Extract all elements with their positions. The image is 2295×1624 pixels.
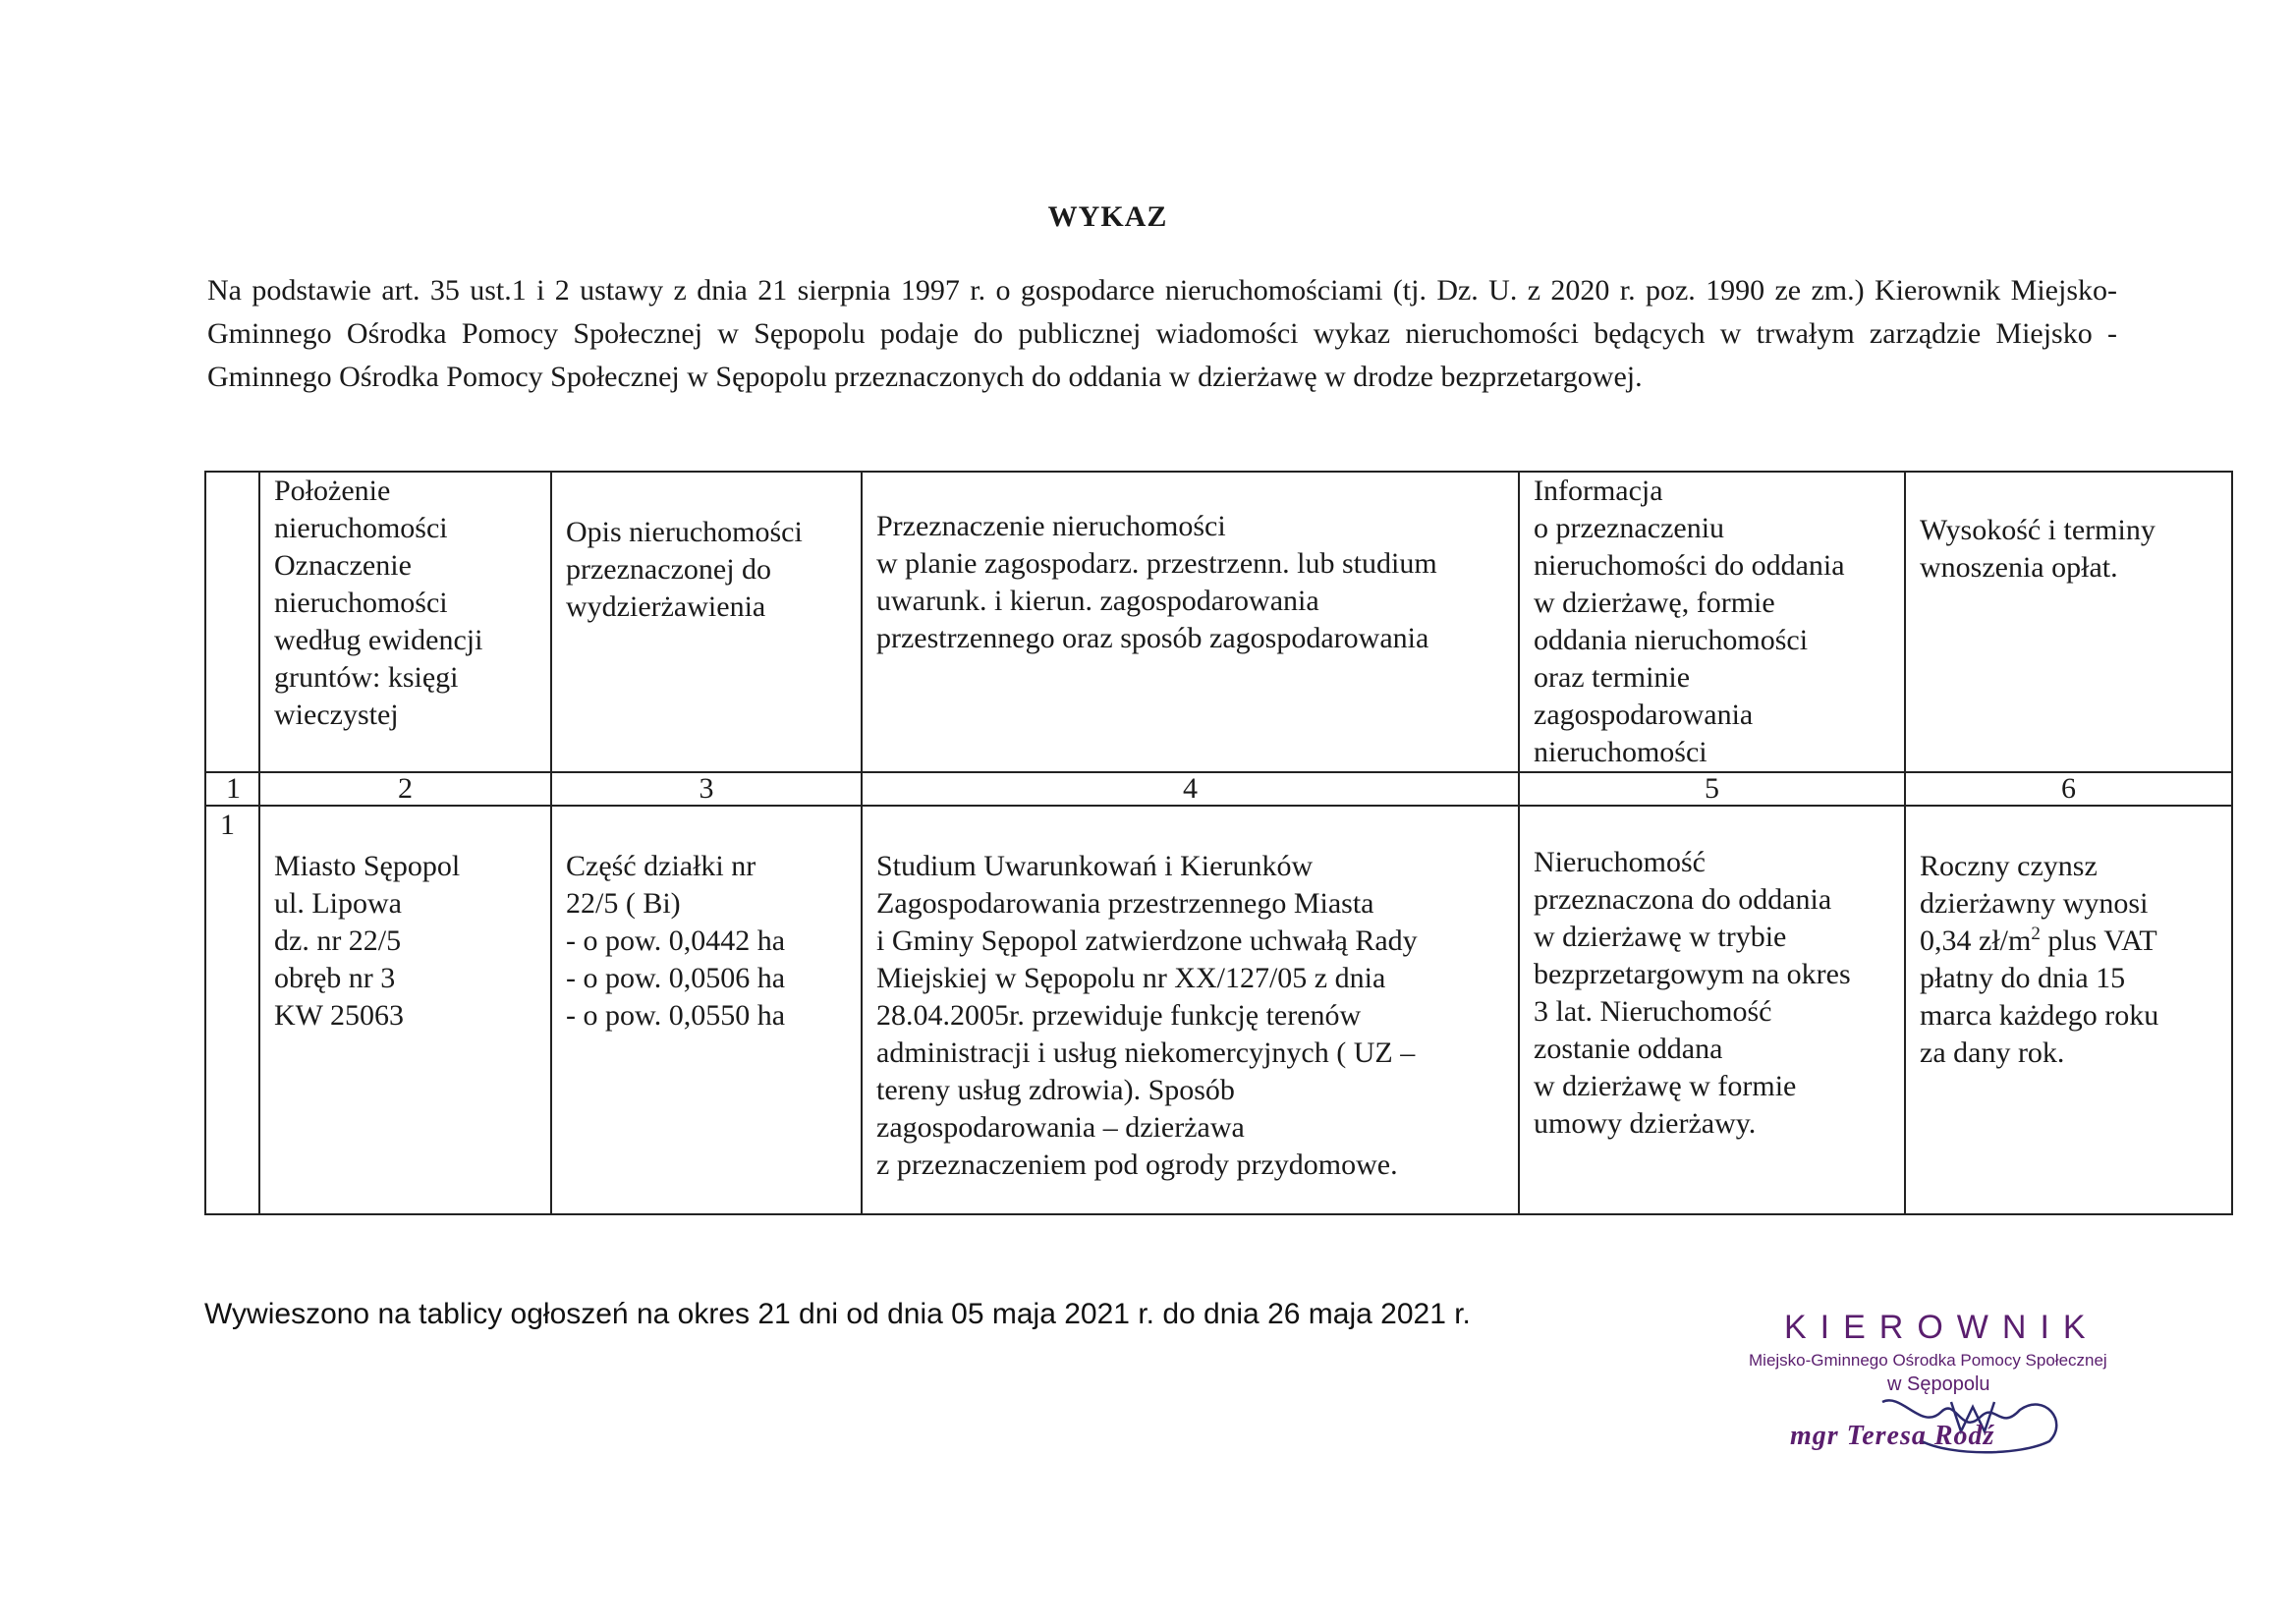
intro-line: Na podstawie art. 35 ust.1 i 2 ustawy z dnia 21 sierpnia 1997 r. o gospodarce nieruchomościami (tj. Dz. U. z 2020 r. poz. 1990 ze zm.) Kierownik xyxy=(207,274,2001,307)
intro-line: Miejsko-Gminnego Ośrodka Pomocy Społecznej w Sępopolu podaje do publicznej wiadomości wykaz nieruchomości będących xyxy=(207,274,2117,350)
column-number-row xyxy=(205,772,2232,806)
header-cell-description: Opis nieruchomości przeznaczonej do wydzierżawienia xyxy=(551,472,862,772)
column-number: 1 xyxy=(205,772,259,806)
stamp-city: w Sępopolu xyxy=(1887,1373,1990,1395)
header-cell-information: Informacja o przeznaczeniu nieruchomości do oddania w dzierżawę, formie oddania nieruchomości oraz terminie zagospodarowania nieruchomości xyxy=(1519,472,1905,772)
intro-line: w trwałym zarządzie Miejsko - Gminnego Ośrodka Pomocy Społecznej w Sępopolu przeznaczonych do oddania w dzierżawę w drodze xyxy=(207,317,2117,393)
table-header-row xyxy=(205,472,2232,772)
stamp-title: KIEROWNIK xyxy=(1784,1309,2099,1346)
cell-location: Miasto Sępopol ul. Lipowa dz. nr 22/5 obręb nr 3 KW 25063 xyxy=(259,806,551,1214)
stamp-subtitle: Miejsko-Gminnego Ośrodka Pomocy Społecznej xyxy=(1749,1351,2107,1370)
cell-description: Część działki nr 22/5 ( Bi) - o pow. 0,0442 ha - o pow. 0,0506 ha - o pow. 0,0550 ha xyxy=(551,806,862,1214)
column-number: 4 xyxy=(862,772,1519,806)
header-cell-purpose: Przeznaczenie nieruchomości w planie zagospodarz. przestrzenn. lub studium uwarunk. i kierun. zagospodarowania przestrzennego oraz sposób zagospodarowania xyxy=(862,472,1519,772)
cell-information: Nieruchomość przeznaczona do oddania w dzierżawę w trybie bezprzetargowym na okres 3 lat. Nieruchomość zostanie oddana w dzierżawę w formie umowy dzierżawy. xyxy=(1519,806,1905,1214)
column-number: 6 xyxy=(1905,772,2232,806)
header-cell-location: Położenie nieruchomości Oznaczenie nieruchomości według ewidencji gruntów: księgi wieczystej xyxy=(259,472,551,772)
posting-notice: Wywieszono na tablicy ogłoszeń na okres 21 dni od dnia 05 maja 2021 r. do dnia 26 maja 2021 r. xyxy=(204,1298,1471,1330)
official-stamp xyxy=(1745,1309,2118,1466)
table-row xyxy=(205,806,2232,1214)
property-table xyxy=(204,471,2233,1215)
cell-purpose: Studium Uwarunkowań i Kierunków Zagospodarowania przestrzennego Miasta i Gminy Sępopol zatwierdzone uchwałą Rady Miejskiej w Sępopolu nr XX/127/05 z dnia 28.04.2005r. przewiduje funkcję terenów administracji i usług niekomercyjnych ( UZ – tereny usług zdrowia). Sposób zagospodarowania – dzierżawa z przeznaczeniem pod ogrody przydomowe. xyxy=(862,806,1519,1214)
cell-fees: Roczny czynsz dzierżawny wynosi 0,34 $zł/m^2$ plus VAT płatny do dnia 15 marca każdego roku za dany rok. xyxy=(1905,806,2232,1214)
row-index: 1 xyxy=(205,806,259,1214)
column-number: 2 xyxy=(259,772,551,806)
intro-paragraph xyxy=(207,269,2117,399)
column-number: 5 xyxy=(1519,772,1905,806)
document-title: WYKAZ xyxy=(1047,200,1168,233)
header-cell-fees: Wysokość i terminy wnoszenia opłat. xyxy=(1905,472,2232,772)
intro-line: bezprzetargowej. xyxy=(1440,361,1643,393)
column-number: 3 xyxy=(551,772,862,806)
header-cell-index xyxy=(205,472,259,772)
stamp-name: mgr Teresa Rodź xyxy=(1790,1421,1995,1451)
